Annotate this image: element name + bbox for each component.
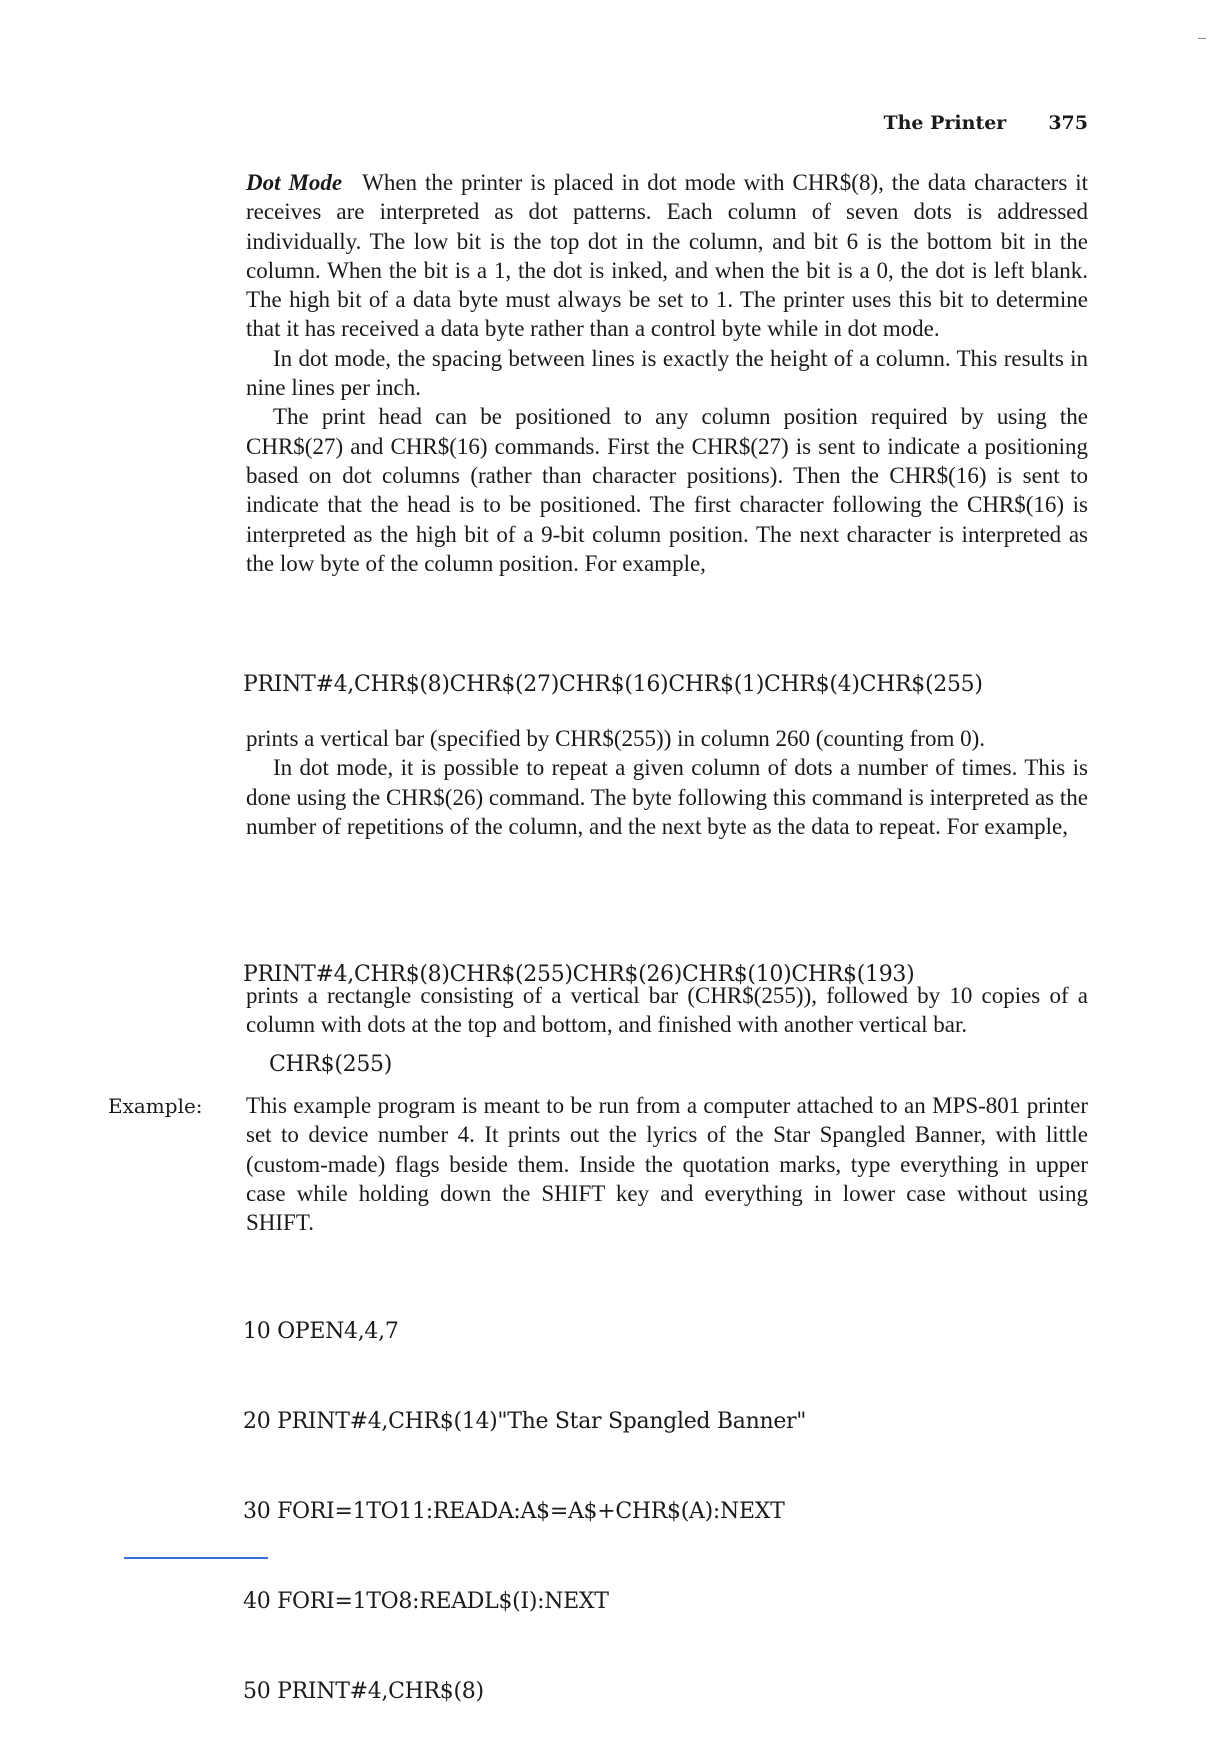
paragraph: prints a rectangle consisting of a vertical bar (CHR$(255)), followed by 10 copies of a column with dots at the top and bottom, and finished with another vertical bar. <box>246 983 1088 1038</box>
program-line: 30 FORI=1TO11:READA:A$=A$+CHR$(A):NEXT <box>243 1499 785 1524</box>
header-title: The Printer <box>883 112 1007 134</box>
example-label: Example: <box>108 1094 203 1118</box>
paragraph: In dot mode, the spacing between lines is exactly the height of a column. This results in nine lines per inch. <box>246 345 1088 401</box>
program-line: 10 OPEN4,4,7 <box>243 1319 399 1344</box>
code-line: CHR$(255) <box>269 1052 393 1077</box>
paragraph: In dot mode, it is possible to repeat a given column of dots a number of times. This is done using the CHR$(26) command. The byte following this command is interpreted as the number of repetitions of the column, and the next byte as the data to repeat. For example, <box>246 755 1088 839</box>
program-line: 40 FORI=1TO8:READL$(I):NEXT <box>243 1589 609 1614</box>
rectangle-section <box>246 981 1088 1040</box>
footnote-rule <box>124 1557 268 1559</box>
example-section <box>246 1091 1088 1237</box>
paragraph: This example program is meant to be run from a computer attached to an MPS-801 printer set to device number 4. It prints out the lyrics of the Star Spangled Banner, with little (custom-made) flags beside them. Inside the quotation marks, type everything in upper case while holding down the SHIFT key and everything in lower case without using SHIFT. <box>246 1093 1088 1236</box>
repeat-section <box>246 724 1088 841</box>
running-header <box>883 112 1088 134</box>
code-example-1: PRINT#4,CHR$(8)CHR$(27)CHR$(16)CHR$(1)CHR$(4)CHR$(255) <box>243 672 983 697</box>
code-line: PRINT#4,CHR$(8)CHR$(255)CHR$(26)CHR$(10)CHR$(193) <box>243 962 915 987</box>
paragraph: The print head can be positioned to any column position required by using the CHR$(27) and CHR$(16) commands. First the CHR$(27) is sent to indicate a positioning based on dot columns (rather than character positions). Then the CHR$(16) is sent to indicate that the head is to be positioned. The first character following the CHR$(16) is interpreted as the high bit of a 9-bit column position. The next character is interpreted as the low byte of the column position. For example, <box>246 404 1088 576</box>
program-line: 50 PRINT#4,CHR$(8) <box>243 1679 484 1704</box>
scan-mark <box>1198 38 1206 39</box>
program-line: 20 PRINT#4,CHR$(14)"The Star Spangled Banner" <box>243 1409 807 1434</box>
dot-mode-section <box>246 168 1088 578</box>
run-in-heading: Dot Mode <box>246 170 343 195</box>
program-listing <box>243 1257 806 1737</box>
page-number: 375 <box>1048 112 1088 134</box>
paragraph-text: When the printer is placed in dot mode with CHR$(8), the data characters it receives are interpreted as dot patterns. Each column of seven dots is addressed individually. The low bit is the top dot in the column, and bit 6 is the bottom bit in the column. When the bit is a 1, the dot is inked, and when the bit is a 0, the dot is left blank. The high bit of a data byte must always be set to 1. The printer uses this bit to determine that it has received a data byte rather than a control byte while in dot mode. <box>246 170 1088 342</box>
paragraph: prints a vertical bar (specified by CHR$(255)) in column 260 (counting from 0). <box>246 726 986 751</box>
paragraph <box>246 168 1088 344</box>
